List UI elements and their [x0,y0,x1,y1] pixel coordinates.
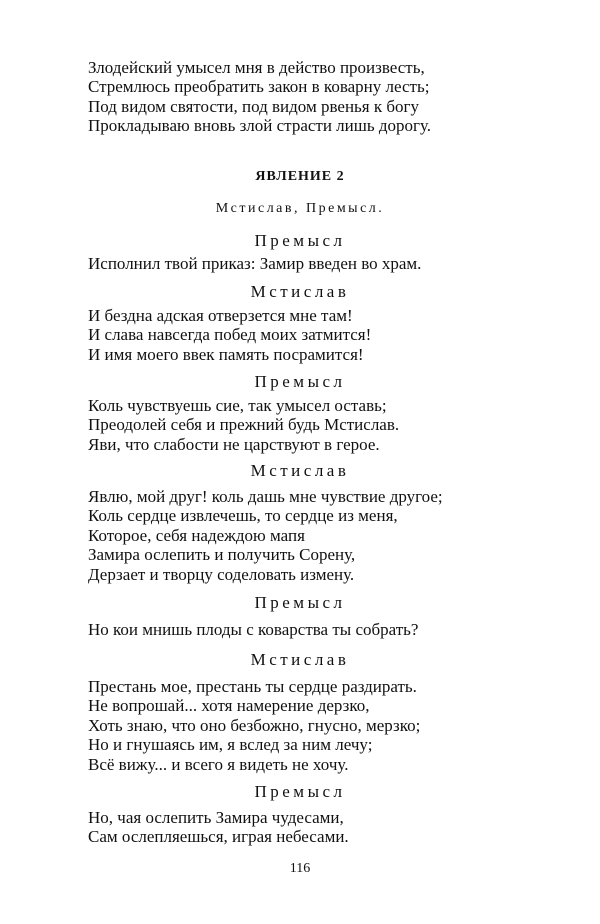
verse-line: И имя моего ввек память посрамится! [88,344,364,364]
verse-line: Хоть знаю, что оно безбожно, гнусно, мерзко; [88,715,421,735]
opening-verse [88,58,518,136]
verse-line: Стремлюсь преобратить закон в коварну лесть; [88,77,430,97]
verse-line: Престань мое, престань ты сердце раздирать. [88,677,417,696]
verse-line: Всё вижу... и всего я видеть не хочу. [88,754,349,774]
verse-line: Исполнил твой приказ: Замир введен во храм. [88,254,422,273]
verse-line: Коль сердце извлечешь, то сердце из меня, [88,506,398,526]
speech [88,620,518,639]
verse-line: Яви, что слабости не царствуют в герое. [88,434,380,454]
verse-line: Но и гнушаясь им, я вслед за ним лечу; [88,735,373,755]
speech [88,254,518,273]
speech [88,487,518,584]
speech [88,677,518,774]
speaker-name: Премысл [254,231,346,250]
verse-line: И слава навсегда побед моих затмится! [88,325,372,345]
stage-direction: Мстислав, Премысл. [215,201,385,216]
speaker-name: Премысл [254,593,346,612]
verse-line: Не вопрошай... хотя намерение дерзко, [88,696,370,716]
verse-line: Но, чая ослепить Замира чудесами, [88,808,344,827]
speaker-name: Премысл [254,782,346,801]
speaker-name: Мстислав [250,650,350,669]
verse-line: Которое, себя надеждою мапя [88,525,305,545]
verse-line: Но кои мнишь плоды с коварства ты собрать? [88,620,419,639]
verse-line: Под видом святости, под видом рвенья к богу [88,96,420,116]
page-number: 116 [289,861,311,876]
verse-line: Дерзает и творцу соделовать измену. [88,564,355,584]
verse-line: Сам ослепляешься, играя небесами. [88,827,349,847]
verse-line: Явлю, мой друг! коль дашь мне чувствие другое; [88,487,443,506]
speech [88,808,518,847]
verse-line: Коль чувствуешь сие, так умысел оставь; [88,396,387,415]
verse-line: Преодолей себя и прежний будь Мстислав. [88,415,400,435]
speaker-name: Премысл [254,372,346,391]
speaker-name: Мстислав [250,282,350,301]
speech [88,396,518,454]
verse-line: Замира ослепить и получить Сорену, [88,545,356,565]
verse-line: И бездна адская отверзется мне там! [88,306,353,325]
scene-heading: ЯВЛЕНИЕ 2 [255,169,345,184]
verse-line: Прокладываю вновь злой страсти лишь дорогу. [88,116,432,136]
speech [88,306,518,364]
speaker-name: Мстислав [250,461,350,480]
verse-line: Злодейский умысел мня в действо произвесть, [88,58,425,77]
